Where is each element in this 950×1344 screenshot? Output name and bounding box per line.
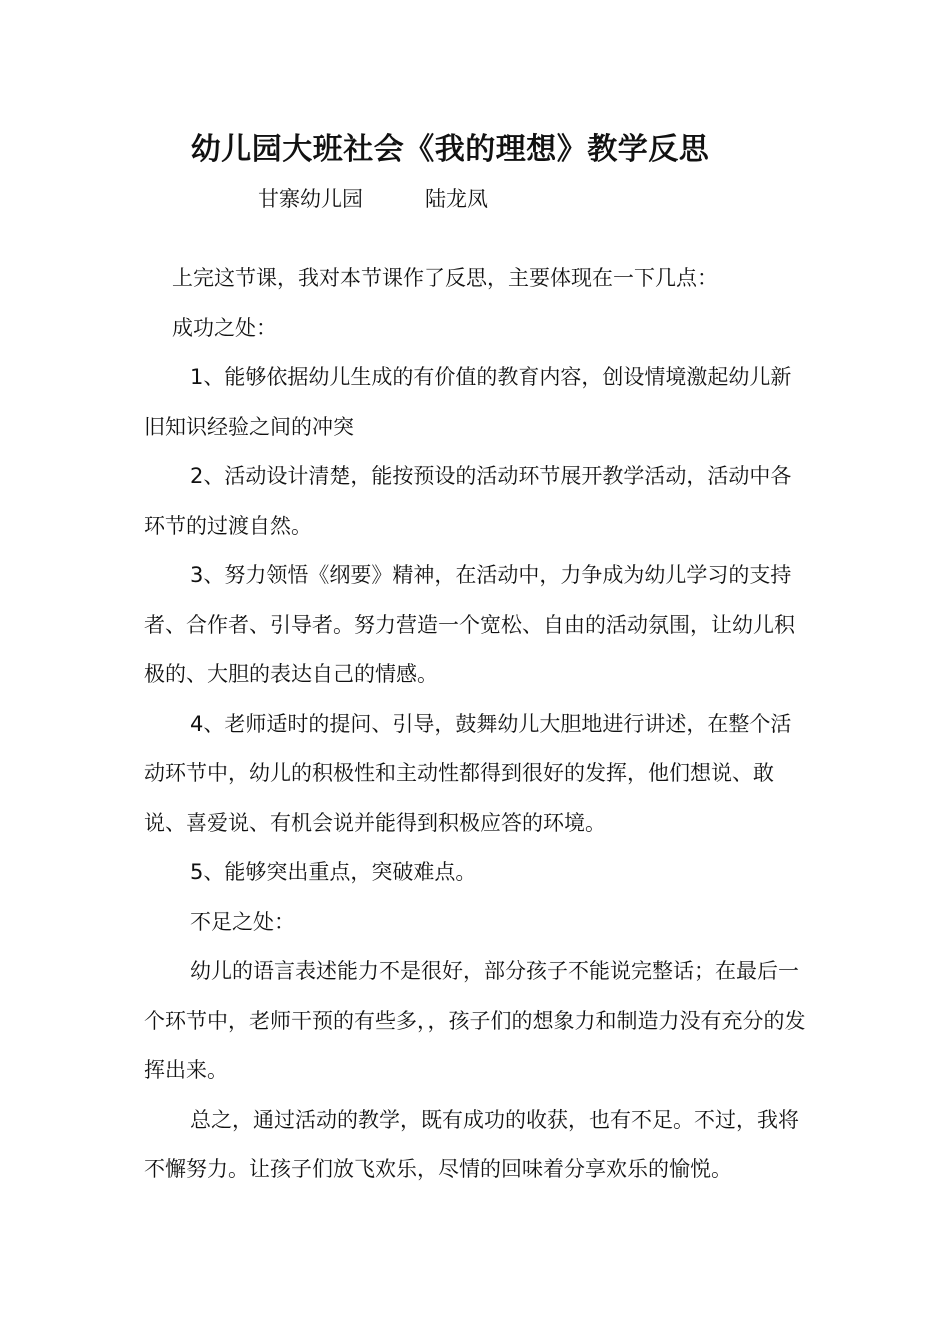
document-title: 幼儿园大班社会《我的理想》教学反思 [190,132,710,167]
paragraph-point-4: 4、老师适时的提问、引导，鼓舞幼儿大胆地进行讲述，在整个活动环节中，幼儿的积极性和主动性都得到很好的发挥，他们想说、敢说、喜爱说、有机会说并能得到积极应答的环境。 [144,711,792,835]
paragraph-conclusion: 总之，通过活动的教学，既有成功的收获，也有不足。不过，我将不懈努力。让孩子们放飞欢乐，尽情的回味着分享欢乐的愉悦。 [144,1107,799,1181]
paragraph-point-5: 5、能够突出重点，突破难点。 [190,860,477,884]
author-name: 陆龙凤 [425,187,488,211]
paragraph-weaknesses: 幼儿的语言表述能力不是很好，部分孩子不能说完整话；在最后一个环节中，老师干预的有些多，，孩子们的想象力和制造力没有充分的发挥出来。 [144,959,806,1082]
paragraph-point-1: 1、能够依据幼儿生成的有价值的教育内容，创设情境激起幼儿新旧知识经验之间的冲突 [144,365,792,439]
paragraph-intro: 上完这节课，我对本节课作了反思，主要体现在一下几点： [172,266,718,290]
heading-strengths: 成功之处： [172,315,277,340]
document-body [144,254,809,1195]
byline [258,183,488,215]
paragraph-point-2: 2、活动设计清楚，能按预设的活动环节展开教学活动，活动中各环节的过渡自然。 [144,464,792,538]
paragraph-point-3: 3、努力领悟《纲要》精神，在活动中，力争成为幼儿学习的支持者、合作者、引导者。努力营造一个宽松、自由的活动氛围，让幼儿积极的、大胆的表达自己的情感。 [144,563,795,686]
school-name: 甘寨幼儿园 [258,187,363,211]
heading-weaknesses: 不足之处： [190,909,295,934]
